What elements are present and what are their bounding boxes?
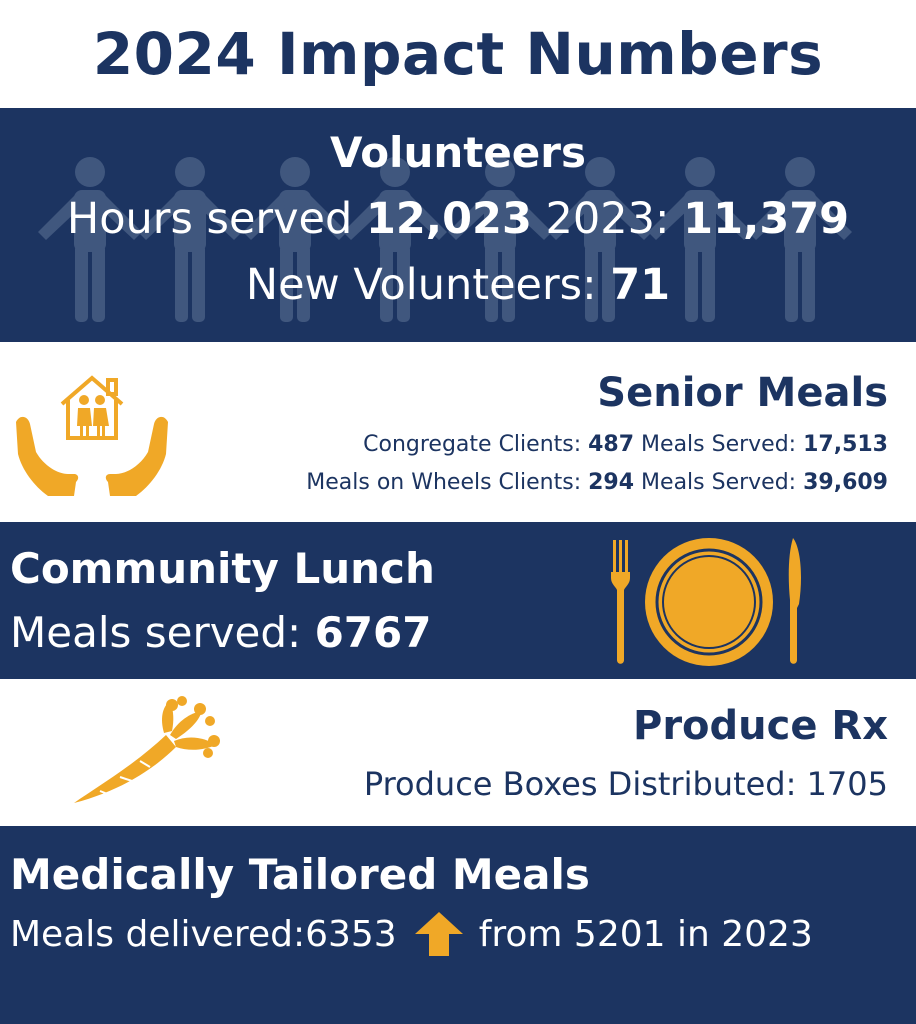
produce-boxes-line: Produce Boxes Distributed: 1705	[363, 765, 888, 803]
mow-label: Meals on Wheels Clients:	[306, 470, 589, 495]
delivered-label: Meals delivered:	[10, 913, 306, 955]
delivered-value: 6353	[305, 913, 397, 955]
new-volunteers-value: 71	[610, 260, 671, 310]
hands-house-seniors-icon	[14, 370, 170, 496]
medically-tailored-heading: Medically Tailored Meals	[10, 850, 590, 899]
congregate-meals-value: 17,513	[803, 432, 888, 457]
meals-delivered-line	[10, 912, 813, 956]
lunch-meals-value: 6767	[314, 608, 432, 657]
lunch-meals-line	[10, 608, 431, 657]
plate-fork-knife-icon	[605, 536, 805, 668]
senior-meals-heading: Senior Meals	[597, 370, 888, 416]
congregate-line	[363, 432, 888, 457]
community-lunch-heading: Community Lunch	[10, 544, 435, 593]
mow-meals-label: Meals Served:	[634, 470, 804, 495]
prev-year-label: 2023:	[531, 194, 684, 244]
carrot-icon	[70, 695, 220, 805]
page-title: 2024 Impact Numbers	[92, 20, 824, 88]
mow-value: 294	[588, 470, 635, 495]
hours-label: Hours served	[66, 194, 366, 244]
prev-year-value: 11,379	[683, 194, 850, 244]
volunteers-heading: Volunteers	[329, 128, 587, 177]
meals-on-wheels-line	[306, 470, 888, 495]
mow-meals-value: 39,609	[803, 470, 888, 495]
volunteer-hours-line	[0, 194, 916, 244]
volunteers-section	[0, 108, 916, 342]
new-volunteers-label: New Volunteers:	[245, 260, 611, 310]
produce-rx-section	[0, 679, 916, 826]
up-arrow-icon	[415, 912, 463, 956]
hours-value: 12,023	[365, 194, 532, 244]
senior-meals-section	[0, 342, 916, 522]
from-previous-year: from 5201 in 2023	[478, 913, 813, 955]
medically-tailored-section	[0, 826, 916, 1024]
produce-rx-heading: Produce Rx	[633, 703, 888, 749]
new-volunteers-line	[0, 260, 916, 310]
congregate-label: Congregate Clients:	[363, 432, 589, 457]
congregate-meals-label: Meals Served:	[634, 432, 804, 457]
community-lunch-section	[0, 522, 916, 679]
congregate-value: 487	[588, 432, 635, 457]
lunch-meals-label: Meals served:	[10, 608, 315, 657]
